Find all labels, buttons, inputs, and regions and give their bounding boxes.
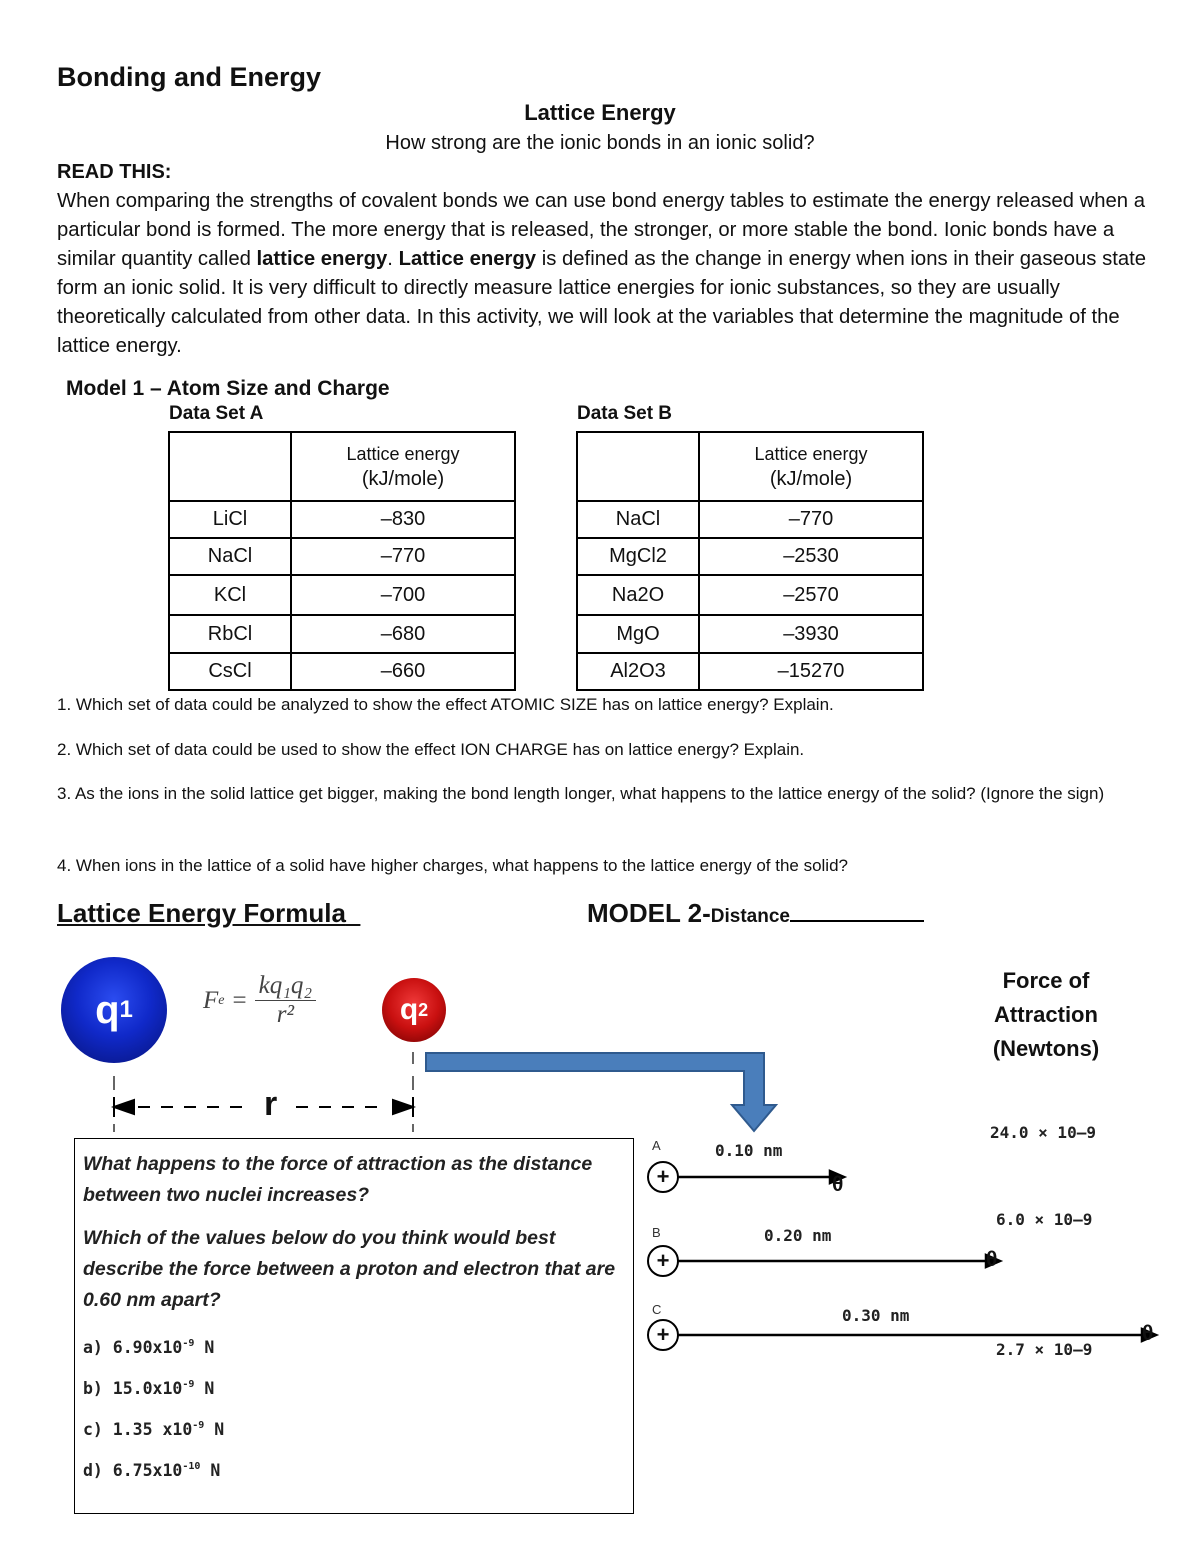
coulomb-formula: F e = $\frac{\text{kq₁q₂}}{\text{r²}}$ [203, 972, 316, 1029]
distance-a: 0.10 nm [715, 1141, 783, 1160]
compound-cell: CsCl [169, 653, 291, 690]
electron-icon: θ [832, 1173, 844, 1196]
data-set-b-label: Data Set B [577, 403, 673, 424]
value-cell: –830 [291, 501, 515, 538]
term-lattice-energy-2: Lattice energy [398, 248, 537, 270]
r-label: r [264, 1085, 278, 1123]
force-b: 6.0 × 10–9 [996, 1210, 1093, 1229]
value-cell: –2570 [699, 575, 923, 615]
electron-icon: θ [1142, 1322, 1154, 1345]
document-title: Bonding and Energy [57, 62, 322, 92]
model2-lines [678, 1171, 1156, 1341]
box-question-1: What happens to the force of attraction as the distance between two nuclei increases? [83, 1153, 593, 1206]
compound-cell: KCl [169, 575, 291, 615]
lattice-formula-title: Lattice Energy Formula [57, 898, 346, 928]
compound-cell: MgCl2 [577, 538, 699, 575]
option-d[interactable]: d) $6.75x10^{-10}$ N [83, 1461, 221, 1480]
compound-cell: RbCl [169, 615, 291, 653]
option-b[interactable]: b) $15.0x10^{-9}$ N [83, 1379, 215, 1398]
row-b-label: B [652, 1225, 661, 1240]
question-box [74, 1138, 634, 1514]
lattice-energy-header: Lattice energy (kJ/mole) [291, 432, 515, 501]
question-1: 1. Which set of data could be analyzed to show the effect ATOMIC SIZE has on lattice energy? Explain. [57, 695, 834, 714]
compound-cell: LiCl [169, 501, 291, 538]
plus-icon: + [656, 1248, 670, 1273]
compound-cell: NaCl [577, 501, 699, 538]
value-cell: –3930 [699, 615, 923, 653]
plus-icon: + [656, 1322, 670, 1347]
electron-icon: θ [986, 1248, 998, 1271]
value-cell: –15270 [699, 653, 923, 690]
force-c: 2.7 × 10–9 [996, 1340, 1093, 1359]
value-cell: –700 [291, 575, 515, 615]
model-pointer-arrow [426, 1053, 776, 1131]
row-a-label: A [652, 1138, 661, 1153]
compound-cell: NaCl [169, 538, 291, 575]
compound-cell: Na2O [577, 575, 699, 615]
value-cell: –770 [291, 538, 515, 575]
data-set-a-label: Data Set A [169, 403, 264, 424]
q2-sphere: q 2 [382, 978, 446, 1042]
option-a[interactable]: a) $6.90x10^{-9}$ N [83, 1338, 215, 1357]
read-this-label: READ THIS: [57, 161, 172, 183]
compound-cell: MgO [577, 615, 699, 653]
value-cell: –660 [291, 653, 515, 690]
value-cell: –2530 [699, 538, 923, 575]
row-c-label: C [652, 1302, 662, 1317]
q1-sphere: q 1 [61, 957, 167, 1063]
question-2: 2. Which set of data could be used to show the effect ION CHARGE has on lattice energy? Explain. [57, 740, 805, 759]
model2-title: MODEL 2-Distance [587, 898, 924, 929]
value-cell: –680 [291, 615, 515, 653]
value-cell: –770 [699, 501, 923, 538]
question-4: 4. When ions in the lattice of a solid have higher charges, what happens to the lattice energy of the solid? [57, 856, 848, 875]
model1-title: Model 1 – Atom Size and Charge [66, 377, 390, 400]
guiding-question: How strong are the ionic bonds in an ionic solid? [385, 132, 815, 154]
lattice-energy-header: Lattice energy (kJ/mole) [699, 432, 923, 501]
section-title: Lattice Energy [524, 100, 676, 125]
option-c[interactable]: c) 1.35 $x10^{-9}$ N [83, 1420, 225, 1439]
distance-b: 0.20 nm [764, 1226, 832, 1245]
force-a: 24.0 × 10–9 [990, 1123, 1096, 1142]
box-question-2: Which of the values below do you think would best describe the force between a proton and electron that are 0.60 nm apart? [83, 1227, 616, 1311]
question-3: 3. As the ions in the solid lattice get bigger, making the bond length longer, what happens to the lattice energy of the solid? (Ignore the sign) [57, 784, 1105, 803]
model2-subtitle: Distance [710, 906, 790, 927]
distance-c: 0.30 nm [842, 1306, 910, 1325]
intro-paragraph: When comparing the strengths of covalent bonds we can use bond energy tables to estimate the energy released when a particular bond is formed. The more energy that is released, the stronger, or more stable the bond. Ionic bonds have a similar quantity called lattice energy. Lattice energy is defined as the change in energy when ions in their gaseous state form an ionic solid. It is very difficult to directly measure lattice energies for ionic substances, so they are usually theoretically calculated from other data. In this activity, we will look at the variables that determine the magnitude of the lattice energy. [57, 190, 1147, 357]
force-header: Force of Attraction (Newtons) [992, 968, 1100, 1061]
term-lattice-energy: lattice energy [256, 248, 388, 270]
compound-cell: Al2O3 [577, 653, 699, 690]
plus-icon: + [656, 1164, 670, 1189]
